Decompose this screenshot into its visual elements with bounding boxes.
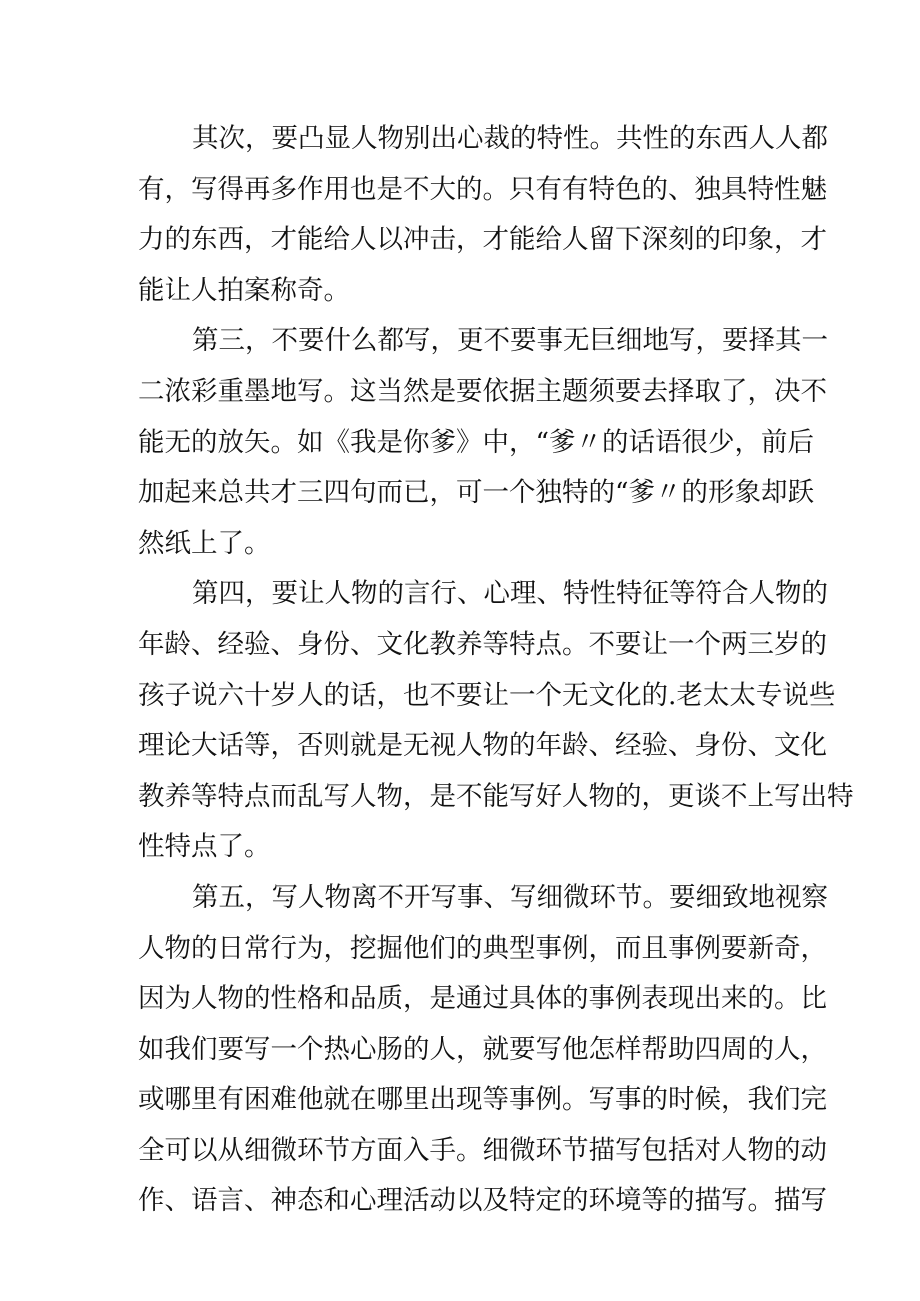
paragraph-line: 能让人拍案称奇。 — [138, 274, 350, 306]
paragraph-line: 年龄、经验、身份、文化教养等特点。不要让一个两三岁的 — [138, 628, 827, 660]
paragraph-line: 然纸上了。 — [138, 527, 271, 559]
paragraph-1 — [138, 114, 828, 316]
paragraph-line: 人物的日常行为，挖掘他们的典型事例，而且事例要新奇， — [138, 932, 827, 964]
paragraph-line: 第五，写人物离不开写事、写细微环节。要细致地视察 — [192, 881, 828, 913]
paragraph-3 — [138, 569, 854, 873]
paragraph-line: 因为人物的性格和品质，是通过具体的事例表现出来的。比 — [138, 983, 827, 1015]
paragraph-line: 有，写得再多作用也是不大的。只有有特色的、独具特性魅 — [138, 173, 827, 205]
paragraph-line: 全可以从细微环节方面入手。细微环节描写包括对人物的动 — [138, 1134, 827, 1166]
paragraph-line: 理论大话等，否则就是无视人物的年龄、经验、身份、文化 — [138, 730, 827, 762]
paragraph-line: 孩子说六十岁人的话，也不要让一个无文化的.老太太专说些 — [138, 679, 836, 711]
paragraph-4 — [138, 873, 828, 1227]
paragraph-line: 教养等特点而乱写人物，是不能写好人物的，更谈不上写出特 — [138, 780, 854, 812]
paragraph-line: 其次，要凸显人物别出心裁的特性。共性的东西人人都 — [192, 123, 828, 154]
paragraph-line: 二浓彩重墨地写。这当然是要依据主题须要去择取了，决不 — [138, 375, 827, 407]
paragraph-line: 能无的放矢。如《我是你爹》中，“爹〃的话语很少，前后 — [138, 426, 815, 458]
paragraph-line: 作、语言、神态和心理活动以及特定的环境等的描写。描写 — [138, 1185, 827, 1217]
paragraph-line: 加起来总共才三四句而已，可一个独特的“爹〃的形象却跃 — [138, 477, 815, 509]
paragraph-line: 性特点了。 — [138, 831, 271, 863]
paragraph-line: 力的东西，才能给人以冲击，才能给人留下深刻的印象，才 — [138, 224, 827, 256]
paragraph-line: 第四，要让人物的言行、心理、特性特征等符合人物的 — [192, 578, 828, 610]
paragraph-line: 或哪里有困难他就在哪里出现等事例。写事的时候，我们完 — [138, 1084, 827, 1116]
document-body — [138, 114, 854, 1227]
paragraph-line: 第三，不要什么都写，更不要事无巨细地写，要择其一 — [192, 325, 828, 357]
paragraph-2 — [138, 316, 828, 569]
paragraph-line: 如我们要写一个热心肠的人，就要写他怎样帮助四周的人， — [138, 1033, 827, 1065]
